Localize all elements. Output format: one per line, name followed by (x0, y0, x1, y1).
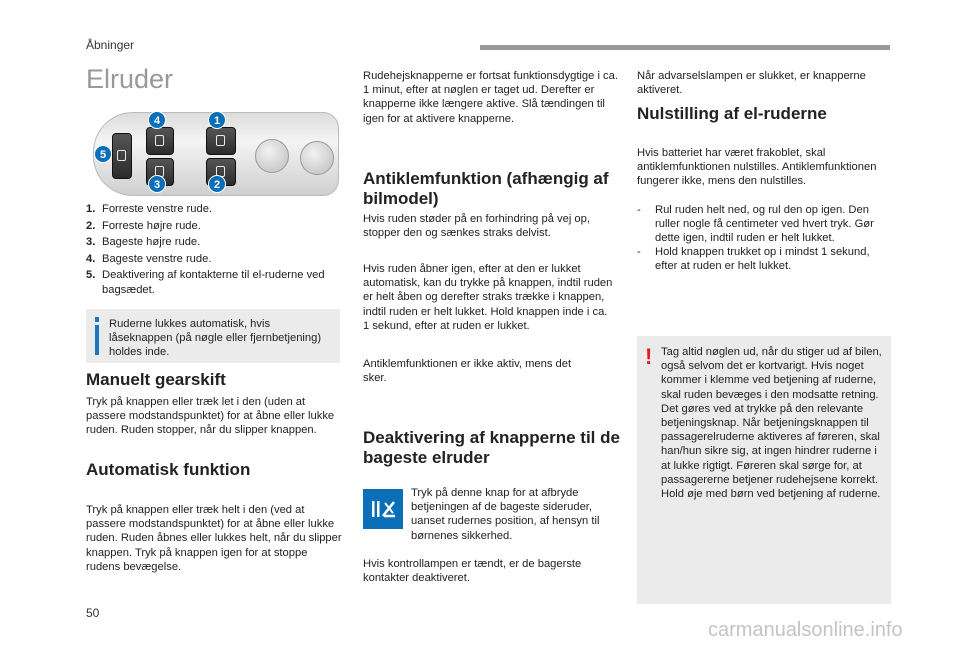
list-item: 4. Bageste venstre rude. (86, 252, 212, 265)
info-icon (95, 317, 99, 355)
callout-badge-3: 3 (148, 175, 166, 193)
watermark: carmanualsonline.info (708, 619, 903, 641)
deaktivering-p1: Tryk på denne knap for at afbryde betjeningen af de bageste sideruder, uanset rudernes position, af hensyn til børnenes sikkerhed. (411, 487, 600, 542)
nulstilling-b1: Rul ruden helt ned, og rul den op igen. Den ruller nogle få centimeter ved hvert tryk. Gør dette igen, indtil ruden er helt lukket. (655, 204, 874, 245)
callout-badge-2: 2 (208, 175, 226, 193)
list-item: 2. Forreste højre rude. (86, 219, 201, 232)
switch-front-left (206, 127, 236, 155)
nulstilling-b2: Hold knappen trukket op i mindst 1 sekund, efter at ruden er helt lukket. (655, 246, 870, 273)
callout-badge-1: 1 (208, 111, 226, 129)
automatisk-text: Tryk på knappen eller træk helt i den (ved at passere modstandspunktet) for at åbne eller lukke ruden. Ruden åbnes eller lukkes helt, når du slipper knappen. Tryk på knappen igen for at stoppe rudens bevægelse. (86, 504, 342, 573)
bullet-dash: - (637, 246, 641, 258)
switch-rear-left (146, 127, 174, 155)
list-item: 5. Deaktivering af kontakterne til el-ruderne ved bagsædet. (86, 269, 325, 296)
info-box (86, 309, 340, 363)
heading-manuelt: Manuelt gearskift (86, 370, 226, 389)
section-header: Åbninger (86, 38, 135, 52)
list-item: 3. Bageste højre rude. (86, 236, 201, 249)
window-icon (216, 135, 225, 146)
heading-antiklem: Antiklemfunktion (afhængig af bilmodel) (363, 169, 609, 208)
warning-box (637, 336, 891, 604)
antiklem-p3: Antiklemfunktionen er ikke aktiv, mens det sker. (363, 358, 572, 385)
rear-window-lock-icon (363, 489, 403, 529)
header-rule (480, 45, 890, 50)
warning-text: Tag altid nøglen ud, når du stiger ud af bilen, også selvom det er kortvarigt. Hvis noget kommer i klemme ved betjening af ruderne, skal ruden bevæges i den modsatte retning. Det gøres ved at trykke på den relevante betjeningsknap. Når betjeningsknappen til passagerelruderne aktiveres af føreren, skal han/hun sikre sig, at ingen hindrer ruderne i at lukke rigtigt. Føreren skal sørge for, at passagererne betjener rudehejsene korrekt. Hold øje med børn ved betjening af ruderne. (661, 346, 882, 501)
manuelt-text: Tryk på knappen eller træk let i den (uden at passere modstandspunktet) for at åbne eller lukke ruden. Ruden stopper, når du slipper knappen. (86, 396, 335, 437)
callout-badge-5: 5 (94, 145, 112, 163)
warning-icon: ! (645, 344, 653, 369)
window-icon (117, 150, 126, 161)
info-text: Ruderne lukkes automatisk, hvis låseknappen (på nøgle eller fjernbetjening) holdes inde. (109, 318, 322, 359)
list-item: 1. Forreste venstre rude. (86, 203, 213, 215)
rear-lock-switch (112, 133, 132, 179)
page-title: Elruder (86, 64, 174, 94)
bullet-dash: - (637, 204, 641, 216)
antiklem-p2: Hvis ruden åbner igen, efter at den er lukket automatisk, kan du trykke på knappen, indtil ruden er helt åben og derefter straks trække i knappen, indtil ruden er helt lukket. Hold knappen inde i ca. 1 sekund, efter at ruden er lukket. (363, 263, 613, 332)
callout-badge-4: 4 (148, 111, 166, 129)
heading-automatisk: Automatisk funktion (86, 460, 251, 479)
window-icon (155, 135, 164, 146)
page-number: 50 (86, 606, 100, 620)
heading-deaktivering: Deaktivering af knapperne til de bageste elruder (363, 428, 620, 467)
col3-intro: Når advarselslampen er slukket, er knapperne aktiveret. (637, 70, 866, 97)
mirror-selector (300, 141, 334, 175)
switch-legend-list (86, 202, 334, 299)
mirror-control (255, 139, 289, 173)
heading-nulstilling: Nulstilling af el-ruderne (637, 104, 827, 123)
antiklem-p1: Hvis ruden støder på en forhindring på vej op, stopper den og sænkes straks delvist. (363, 213, 590, 240)
nulstilling-p1: Hvis batteriet har været frakoblet, skal antiklemfunktionen nulstilles. Antiklemfunktionen fungerer ikke, mens den nulstilles. (637, 147, 877, 188)
col2-intro: Rudehejsknapperne er fortsat funktionsdygtige i ca. 1 minut, efter at nøglen er taget ud. Derefter er knapperne ikke længere aktive. Slå tændingen til igen for at aktivere knapperne. (363, 70, 618, 125)
window-switch-photo (90, 107, 340, 199)
deaktivering-p2: Hvis kontrollampen er tændt, er de bagerste kontakter deaktiveret. (363, 558, 582, 585)
